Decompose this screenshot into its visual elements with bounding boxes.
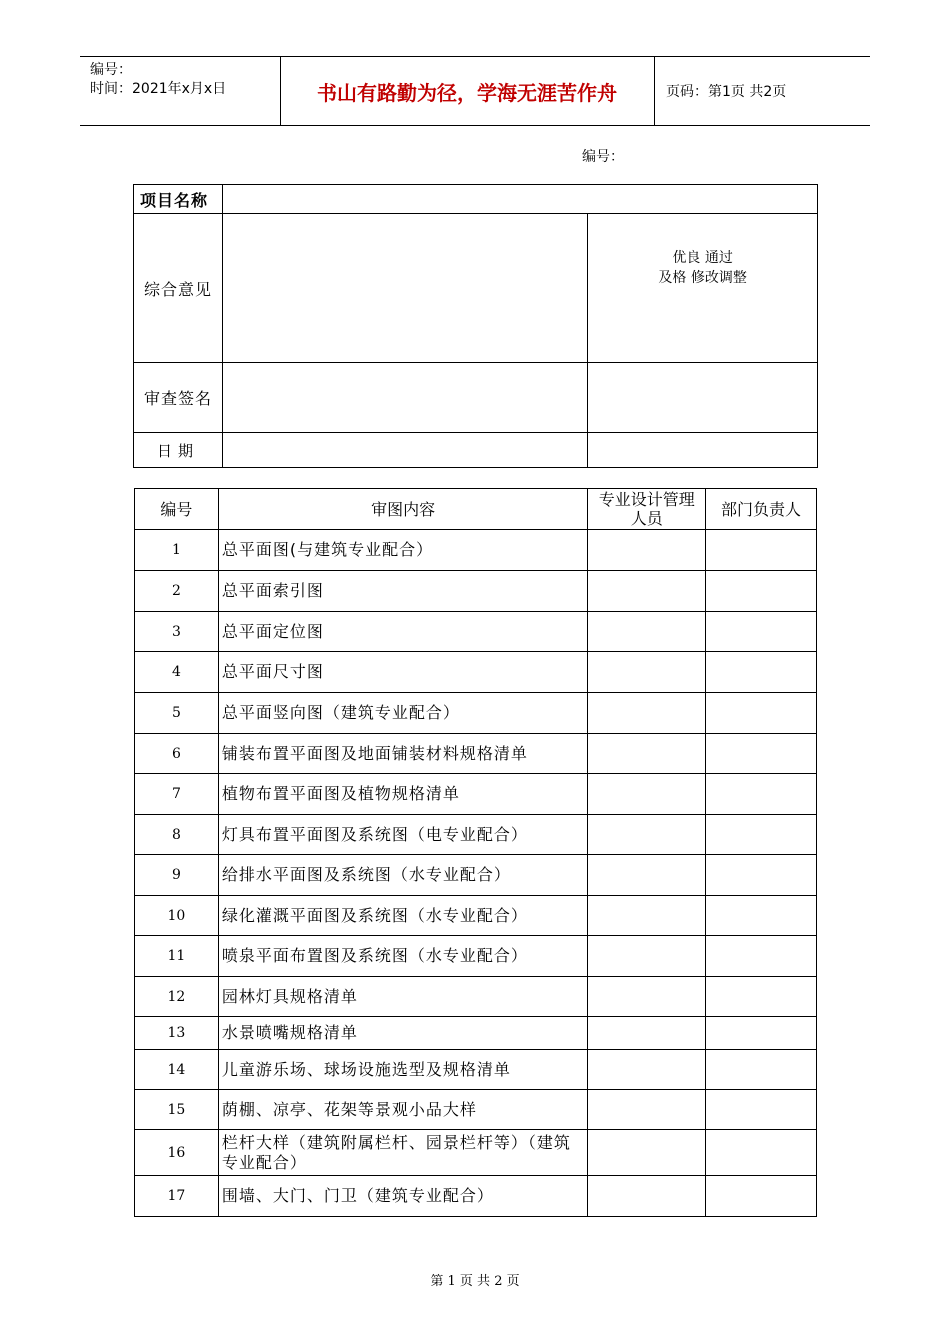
table-row	[135, 734, 817, 774]
row-dept-head-signoff[interactable]	[706, 774, 817, 815]
row-content: 绿化灌溉平面图及系统图（水专业配合）	[218, 896, 587, 936]
date-field-2[interactable]	[588, 433, 818, 468]
header-number-label: 编号：	[90, 62, 132, 78]
row-dept-head-signoff[interactable]	[706, 896, 817, 936]
signature-field[interactable]	[222, 363, 587, 433]
row-number: 8	[135, 815, 219, 855]
row-number: 1	[135, 530, 219, 571]
row-content: 围墙、大门、门卫（建筑专业配合）	[218, 1176, 587, 1217]
row-dept-head-signoff[interactable]	[706, 815, 817, 855]
table-row	[135, 936, 817, 977]
table-row	[135, 693, 817, 734]
row-designer-signoff[interactable]	[588, 652, 706, 693]
row-number: 2	[135, 571, 219, 612]
row-number: 13	[135, 1017, 219, 1050]
row-designer-signoff[interactable]	[588, 693, 706, 734]
row-content: 儿童游乐场、球场设施选型及规格清单	[218, 1050, 587, 1090]
opinion-label: 综合意见	[134, 214, 223, 363]
row-dept-head-signoff[interactable]	[706, 652, 817, 693]
row-number: 7	[135, 774, 219, 815]
row-designer-signoff[interactable]	[588, 774, 706, 815]
project-name-row	[134, 185, 818, 214]
table-row	[135, 896, 817, 936]
row-number: 14	[135, 1050, 219, 1090]
grade-options	[588, 214, 818, 363]
project-name-field[interactable]	[222, 185, 817, 214]
row-number: 10	[135, 896, 219, 936]
row-content: 给排水平面图及系统图（水专业配合）	[218, 855, 587, 896]
table-row	[135, 1050, 817, 1090]
row-designer-signoff[interactable]	[588, 815, 706, 855]
review-form-table	[133, 184, 818, 468]
row-number: 6	[135, 734, 219, 774]
header-time-label: 时间：2021年x月x日	[90, 81, 227, 97]
header-motto: 书山有路勤为径，学海无涯苦作舟	[317, 81, 617, 105]
table-row	[135, 815, 817, 855]
header-divider	[654, 57, 655, 125]
date-row	[134, 433, 818, 468]
col-header-number: 编号	[135, 489, 219, 530]
row-content: 总平面图(与建筑专业配合）	[218, 530, 587, 571]
row-dept-head-signoff[interactable]	[706, 1017, 817, 1050]
row-dept-head-signoff[interactable]	[706, 855, 817, 896]
checklist-header-row	[135, 489, 817, 530]
row-number: 3	[135, 612, 219, 652]
table-row	[135, 1130, 817, 1176]
row-designer-signoff[interactable]	[588, 977, 706, 1017]
row-designer-signoff[interactable]	[588, 855, 706, 896]
signature-row	[134, 363, 818, 433]
col-header-dept-head: 部门负责人	[706, 489, 817, 530]
table-row	[135, 652, 817, 693]
row-content: 灯具布置平面图及系统图（电专业配合）	[218, 815, 587, 855]
table-row	[135, 1090, 817, 1130]
row-number: 16	[135, 1130, 219, 1176]
row-designer-signoff[interactable]	[588, 1176, 706, 1217]
row-dept-head-signoff[interactable]	[706, 1090, 817, 1130]
checklist-table	[134, 488, 817, 1217]
row-content: 总平面索引图	[218, 571, 587, 612]
table-row	[135, 977, 817, 1017]
date-label: 日期	[134, 433, 223, 468]
row-number: 11	[135, 936, 219, 977]
row-number: 12	[135, 977, 219, 1017]
row-dept-head-signoff[interactable]	[706, 530, 817, 571]
row-dept-head-signoff[interactable]	[706, 1130, 817, 1176]
signature-field-2[interactable]	[588, 363, 818, 433]
header-page-info: 页码：第1页 共2页	[666, 84, 787, 100]
row-designer-signoff[interactable]	[588, 612, 706, 652]
row-dept-head-signoff[interactable]	[706, 1050, 817, 1090]
row-dept-head-signoff[interactable]	[706, 936, 817, 977]
checklist-body	[135, 530, 817, 1217]
row-content: 园林灯具规格清单	[218, 977, 587, 1017]
row-designer-signoff[interactable]	[588, 1017, 706, 1050]
grade-line2: 及格 修改调整	[658, 270, 747, 286]
header-meta	[90, 61, 226, 99]
row-dept-head-signoff[interactable]	[706, 693, 817, 734]
table-row	[135, 774, 817, 815]
page-footer: 第 1 页 共 2 页	[430, 1274, 520, 1289]
doc-number-label: 编号：	[582, 149, 624, 165]
signature-label: 审查签名	[134, 363, 223, 433]
row-content: 植物布置平面图及植物规格清单	[218, 774, 587, 815]
row-dept-head-signoff[interactable]	[706, 571, 817, 612]
row-content: 荫棚、凉亭、花架等景观小品大样	[218, 1090, 587, 1130]
row-content: 水景喷嘴规格清单	[218, 1017, 587, 1050]
row-content: 总平面定位图	[218, 612, 587, 652]
project-name-label: 项目名称	[134, 185, 223, 214]
row-content: 喷泉平面布置图及系统图（水专业配合）	[218, 936, 587, 977]
row-content: 总平面尺寸图	[218, 652, 587, 693]
row-designer-signoff[interactable]	[588, 571, 706, 612]
table-row	[135, 612, 817, 652]
row-number: 17	[135, 1176, 219, 1217]
row-designer-signoff[interactable]	[588, 734, 706, 774]
row-number: 4	[135, 652, 219, 693]
row-number: 15	[135, 1090, 219, 1130]
table-row	[135, 530, 817, 571]
table-row	[135, 571, 817, 612]
opinion-row	[134, 214, 818, 363]
row-dept-head-signoff[interactable]	[706, 734, 817, 774]
row-number: 9	[135, 855, 219, 896]
table-row	[135, 855, 817, 896]
table-row	[135, 1176, 817, 1217]
row-content: 铺装布置平面图及地面铺装材料规格清单	[218, 734, 587, 774]
row-dept-head-signoff[interactable]	[706, 977, 817, 1017]
grade-line1: 优良 通过	[672, 250, 733, 266]
opinion-field[interactable]	[222, 214, 587, 363]
row-designer-signoff[interactable]	[588, 530, 706, 571]
page-header	[80, 56, 870, 126]
col-header-content: 审图内容	[218, 489, 587, 530]
row-dept-head-signoff[interactable]	[706, 1176, 817, 1217]
row-designer-signoff[interactable]	[588, 896, 706, 936]
row-designer-signoff[interactable]	[588, 1090, 706, 1130]
row-designer-signoff[interactable]	[588, 1050, 706, 1090]
row-number: 5	[135, 693, 219, 734]
date-field[interactable]	[222, 433, 587, 468]
row-designer-signoff[interactable]	[588, 1130, 706, 1176]
row-dept-head-signoff[interactable]	[706, 612, 817, 652]
row-content: 总平面竖向图（建筑专业配合）	[218, 693, 587, 734]
row-designer-signoff[interactable]	[588, 936, 706, 977]
col-header-designer: 专业设计管理人员	[588, 489, 706, 530]
row-content: 栏杆大样（建筑附属栏杆、园景栏杆等）（建筑专业配合）	[218, 1130, 587, 1176]
table-row	[135, 1017, 817, 1050]
